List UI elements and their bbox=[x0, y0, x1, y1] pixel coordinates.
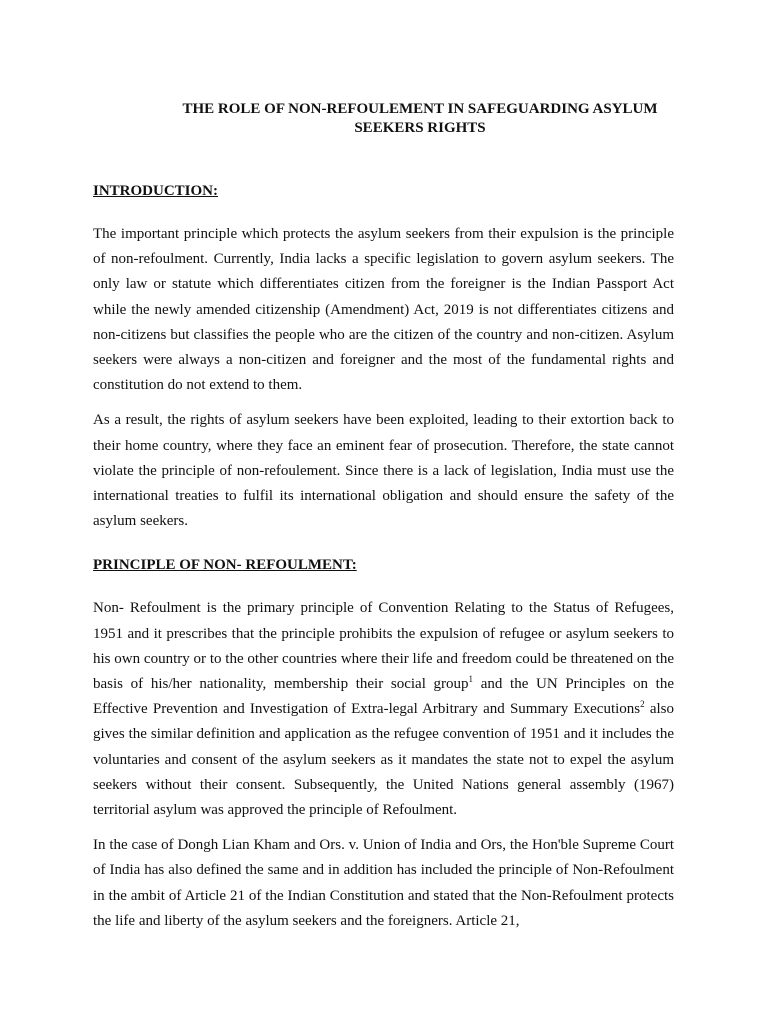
title-line-2: SEEKERS RIGHTS bbox=[354, 120, 486, 136]
introduction-paragraph-1: The important principle which protects the asylum seekers from their expulsion is the principle of non-refoulment. Currently, India lacks a specific legislation to govern asylum seekers. The only law or statute which differentiates citizen from the foreigner is the Indian Passport Act while the newly amended citizenship (Amendment) Act, 2019 is not differentiates citizens and non-citizens but classifies the people who are the citizen of the country and non-citizen. Asylum seekers were always a non-citizen and foreigner and the most of the fundamental rights and constitution do not extend to them. bbox=[93, 226, 674, 394]
principle-paragraph-1-text-b: and the UN Principles on the Effective Prevention and Investigation of Extra-legal Arbitrary and Summary Executions bbox=[93, 676, 674, 718]
principle-paragraph-2: In the case of Dongh Lian Kham and Ors. v. Union of India and Ors, the Hon'ble Supreme Court of India has also defined the same and in addition has included the principle of Non-Refoulment in the ambit of Article 21 of the Indian Constitution and stated that the Non-Refoulment protects the life and liberty of the asylum seekers and the foreigners. Article 21, bbox=[93, 837, 674, 929]
introduction-heading: INTRODUCTION: bbox=[93, 183, 219, 199]
document-page bbox=[93, 100, 674, 934]
principle-paragraph-1 bbox=[93, 596, 674, 823]
principle-heading: PRINCIPLE OF NON- REFOULMENT: bbox=[93, 557, 357, 574]
principle-paragraph-1-text-c: also gives the similar definition and application as the refugee convention of 1951 and it includes the voluntaries and consent of the asylum seekers as it mandates the state not to expel the asylum seekers without their consent. Subsequently, the United Nations general assembly (1967) territorial asylum was approved the principle of Refoulment. bbox=[93, 701, 674, 819]
footnote-ref-1[interactable]: 1 bbox=[468, 674, 474, 685]
title-line-1: THE ROLE OF NON-REFOULEMENT IN SAFEGUARDING ASYLUM bbox=[182, 101, 658, 117]
introduction-paragraph-2: As a result, the rights of asylum seekers have been exploited, leading to their extortion back to their home country, where they face an eminent fear of prosecution. Therefore, the state cannot violate the principle of non-refoulement. Since there is a lack of legislation, India must use the international treaties to fulfil its international obligation and should ensure the safety of the asylum seekers. bbox=[93, 412, 674, 530]
document-title bbox=[165, 100, 675, 138]
principle-paragraph-1-text-a: Non- Refoulment is the primary principle of Convention Relating to the Status of Refugees, 1951 and it prescribes that the principle prohibits the expulsion of refugee or asylum seekers to his own country or to the other countries where their life and freedom could be threatened on the basis of his/her nationality, membership their social group bbox=[93, 600, 674, 693]
footnote-ref-2[interactable]: 2 bbox=[640, 699, 645, 710]
